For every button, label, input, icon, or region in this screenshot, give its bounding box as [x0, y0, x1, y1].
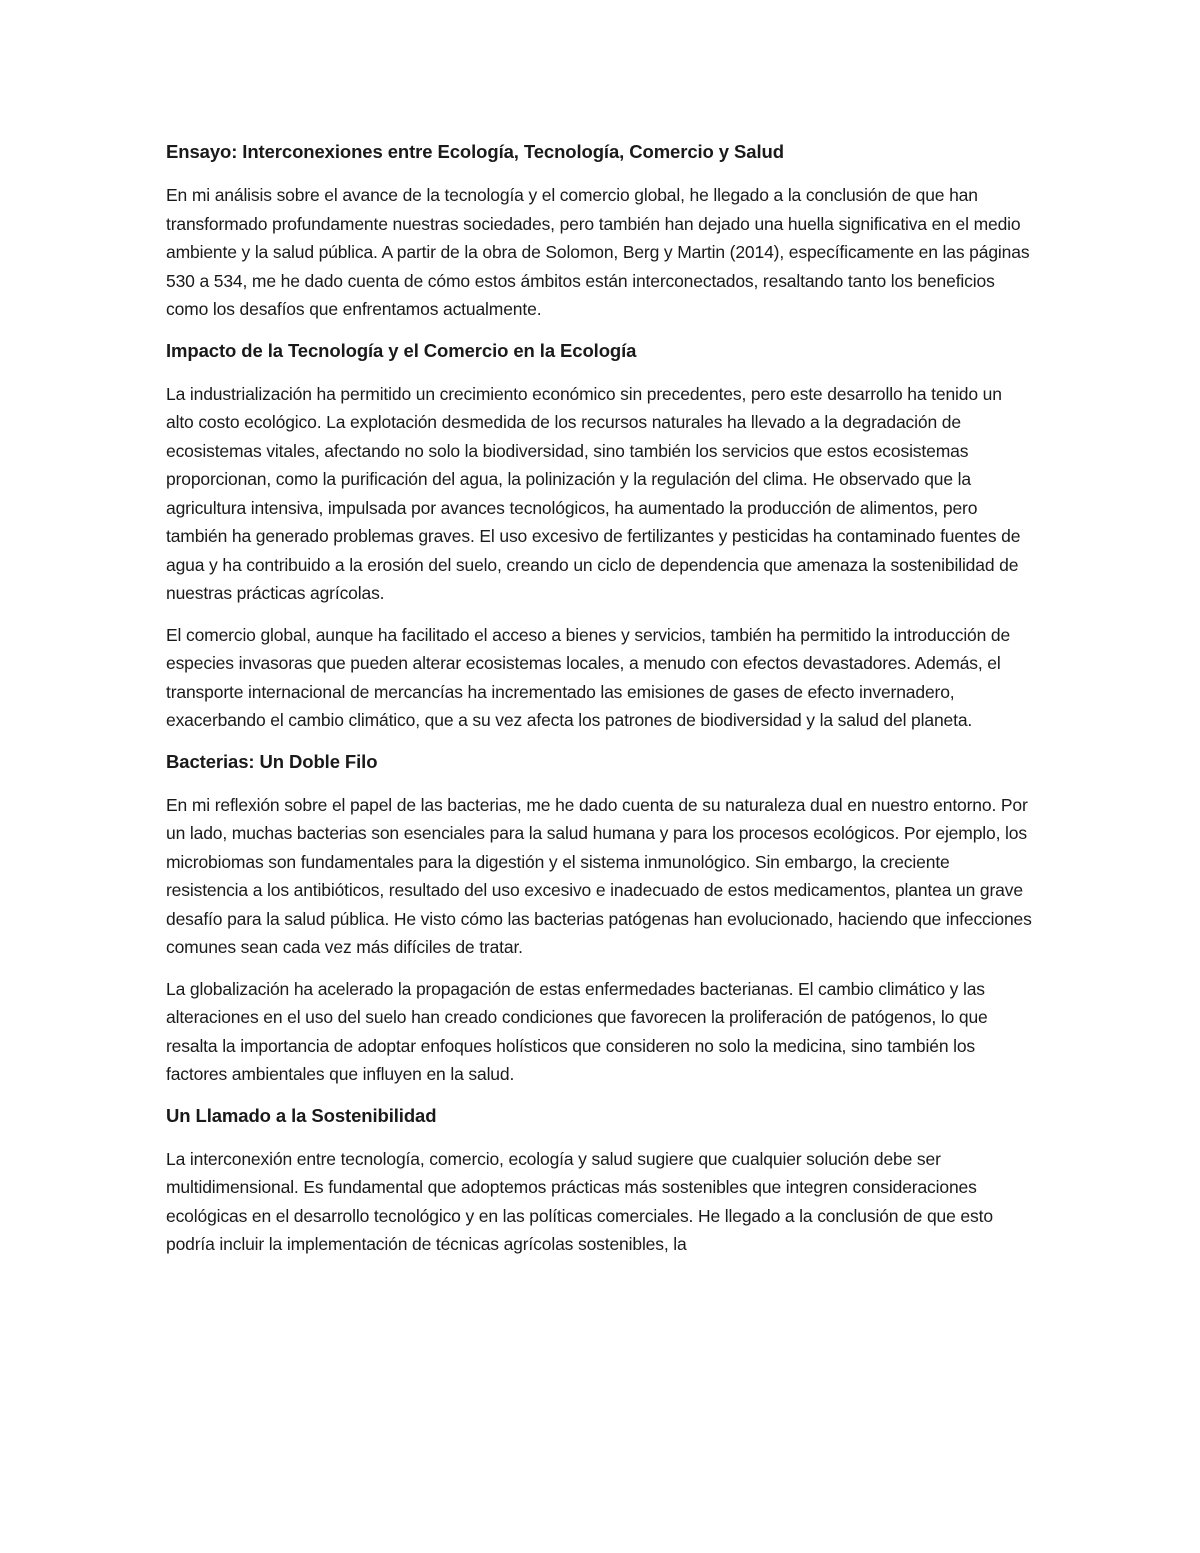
paragraph-global-commerce: El comercio global, aunque ha facilitado el acceso a bienes y servicios, también ha permitido la introducción de especies invasoras que pueden alterar ecosistemas locales, a menudo con efectos devastadores. Además, el transporte internacional de mercancías ha incrementado las emisiones de gases de efecto invernadero, exacerbando el cambio climático, que a su vez afecta los patrones de biodiversidad y la salud del planeta.: [166, 624, 1011, 730]
paragraph-sustainability: La interconexión entre tecnología, comercio, ecología y salud sugiere que cualquier solución debe ser multidimensional. Es fundamental que adoptemos prácticas más sostenibles que integren consideraciones ecológicas en el desarrollo tecnológico y en las políticas comerciales. He llegado a la conclusión de que esto podría incluir la implementación de técnicas agrícolas sostenibles, la: [166, 1148, 993, 1254]
paragraph-globalization: La globalización ha acelerado la propagación de estas enfermedades bacterianas. El cambio climático y las alteraciones en el uso del suelo han creado condiciones que favorecen la proliferación de patógenos, lo que resalta la importancia de adoptar enfoques holísticos que consideren no solo la medicina, sino también los factores ambientales que influyen en la salud.: [166, 978, 988, 1084]
section-heading-technology-commerce: Impacto de la Tecnología y el Comercio en la Ecología: [166, 339, 637, 361]
paragraph-bacteria-dual: En mi reflexión sobre el papel de las bacterias, me he dado cuenta de su naturaleza dual en nuestro entorno. Por un lado, muchas bacterias son esenciales para la salud humana y para los procesos ecológicos. Por ejemplo, los microbiomas son fundamentales para la digestión y el sistema inmunológico. Sin embargo, la creciente resistencia a los antibióticos, resultado del uso excesivo e inadecuado de estos medicamentos, plantea un grave desafío para la salud pública. He visto cómo las bacterias patógenas han evolucionado, haciendo que infecciones comunes sean cada vez más difíciles de tratar.: [166, 794, 1032, 957]
intro-paragraph: En mi análisis sobre el avance de la tecnología y el comercio global, he llegado a la conclusión de que han transformado profundamente nuestras sociedades, pero también han dejado una huella significativa en el medio ambiente y la salud pública. A partir de la obra de Solomon, Berg y Martin (2014), específicamente en las páginas 530 a 534, me he dado cuenta de cómo estos ámbitos están interconectados, resaltando tanto los beneficios como los desafíos que enfrentamos actualmente.: [166, 185, 1030, 319]
section-heading-bacteria: Bacterias: Un Doble Filo: [166, 750, 378, 772]
section-heading-sustainability: Un Llamado a la Sostenibilidad: [166, 1104, 437, 1126]
essay-title: Ensayo: Interconexiones entre Ecología, Tecnología, Comercio y Salud: [166, 141, 784, 162]
document-body: [166, 138, 1034, 1272]
paragraph-industrialization: La industrialización ha permitido un crecimiento económico sin precedentes, pero este desarrollo ha tenido un alto costo ecológico. La explotación desmedida de los recursos naturales ha llevado a la degradación de ecosistemas vitales, afectando no solo la biodiversidad, sino también los servicios que estos ecosistemas proporcionan, como la purificación del agua, la polinización y la regulación del clima. He observado que la agricultura intensiva, impulsada por avances tecnológicos, ha aumentado la producción de alimentos, pero también ha generado problemas graves. El uso excesivo de fertilizantes y pesticidas ha contaminado fuentes de agua y ha contribuido a la erosión del suelo, creando un ciclo de dependencia que amenaza la sostenibilidad de nuestras prácticas agrícolas.: [166, 383, 1021, 603]
